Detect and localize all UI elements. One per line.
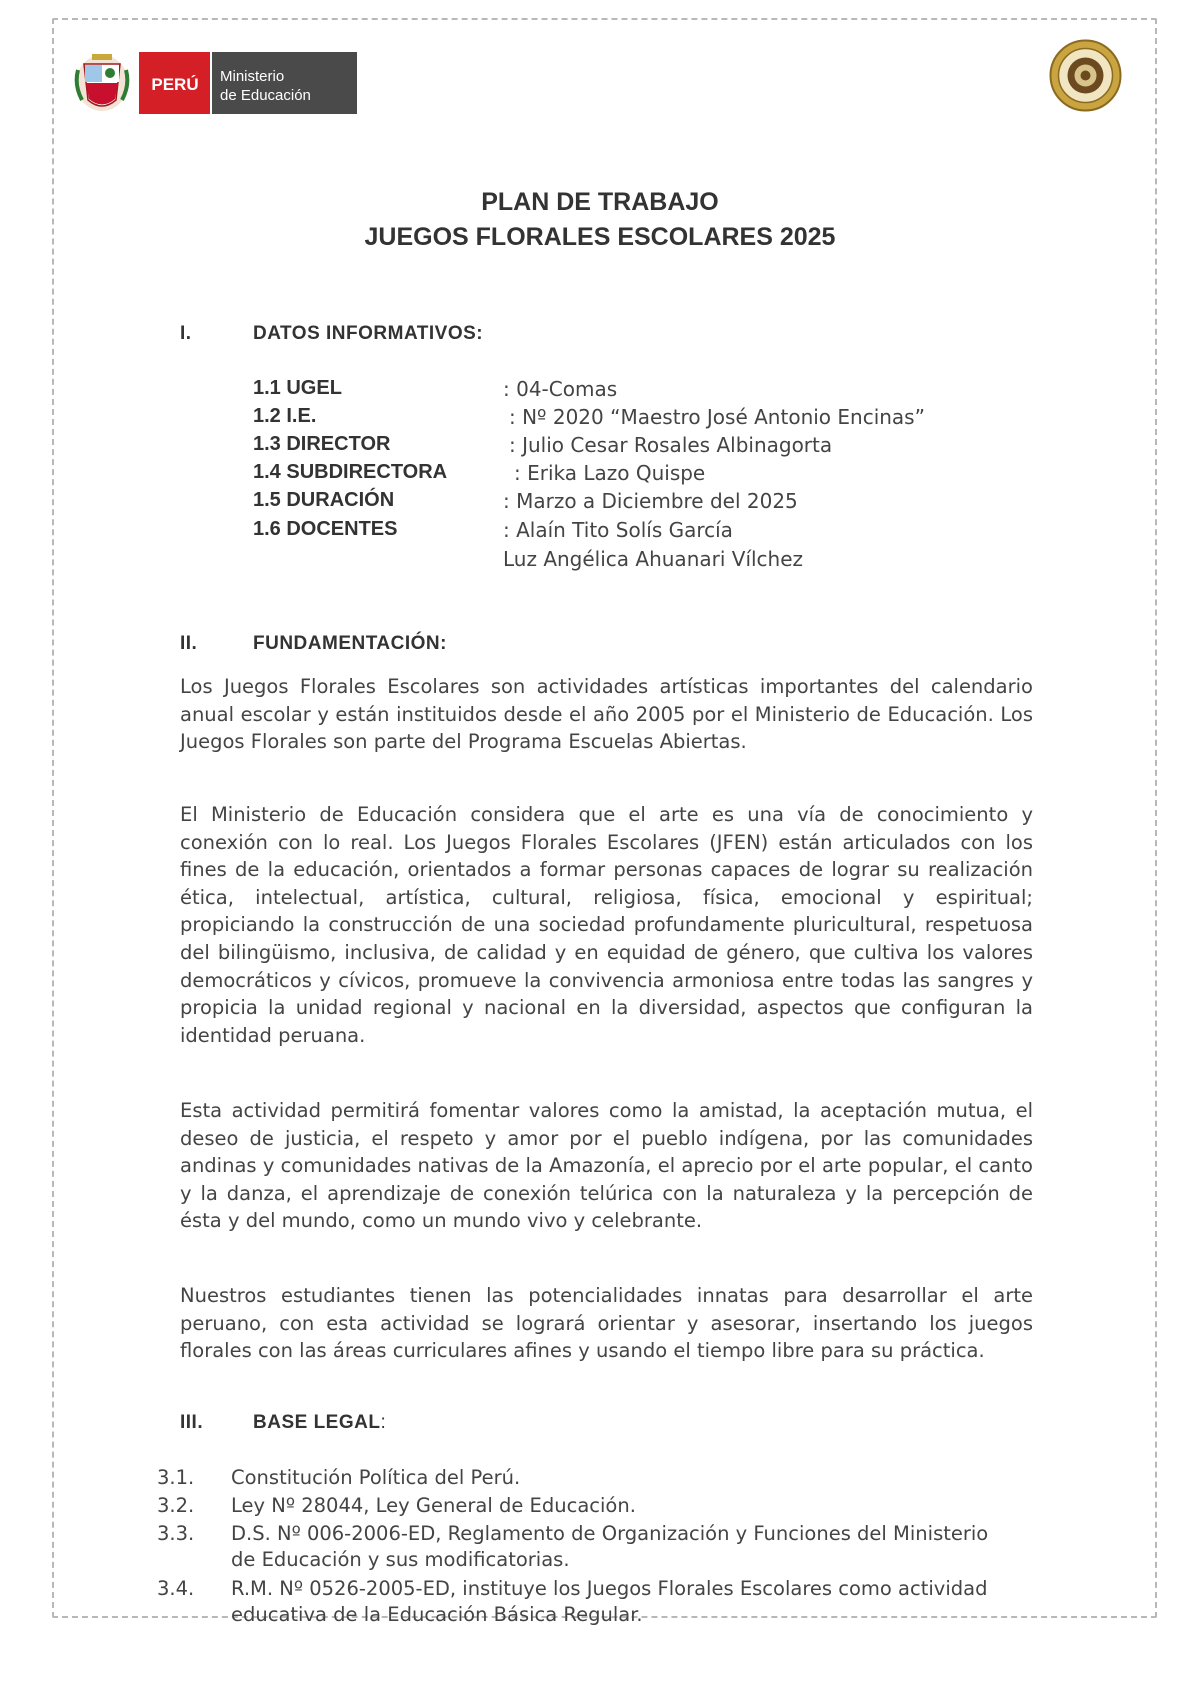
logo-ministry-line1: Ministerio (220, 68, 285, 85)
paragraph: Nuestros estudiantes tienen las potencialidades innatas para desarrollar el arte peruano, con esta actividad se logrará orientar y asesorar, insertando los juegos florales con las áreas curriculares afines y usando el tiempo libre para su práctica. (180, 1284, 1033, 1363)
info-value: : Julio Cesar Rosales Albinagorta (509, 433, 833, 457)
legal-item-text: Constitución Política del Perú. (231, 1466, 521, 1489)
legal-item-number: 3.1. (157, 1466, 195, 1489)
legal-item-text: Ley Nº 28044, Ley General de Educación. (231, 1494, 636, 1517)
info-value: Luz Angélica Ahuanari Vílchez (503, 547, 804, 571)
info-label: 1.4 SUBDIRECTORA (253, 461, 448, 483)
info-value: : Alaín Tito Solís García (503, 518, 733, 542)
legal-item-text: R.M. Nº 0526-2005-ED, instituye los Juegos Florales Escolares como actividad educativa de la Educación Básica Regular. (231, 1577, 988, 1626)
section3-colon: : (380, 1412, 387, 1433)
section3-title (253, 1412, 386, 1434)
peru-coat-of-arms-icon (76, 54, 128, 111)
section3-title-text: BASE LEGAL (253, 1412, 381, 1433)
paragraph: Los Juegos Florales Escolares son actividades artísticas importantes del calendario anual escolar y están instituidos desde el año 2005 por el Ministerio de Educación. Los Juegos Florales son parte del Programa Escuelas Abiertas. (180, 675, 1033, 754)
info-value: : 04-Comas (503, 377, 618, 401)
legal-item-text: D.S. Nº 006-2006-ED, Reglamento de Organización y Funciones del Ministerio de Educación y sus modificatorias. (231, 1522, 989, 1571)
logo-peru-text: PERÚ (151, 75, 199, 94)
section1-title: DATOS INFORMATIVOS: (253, 323, 484, 344)
info-label: 1.1 UGEL (253, 377, 342, 399)
info-value: : Nº 2020 “Maestro José Antonio Encinas” (509, 405, 925, 429)
legal-item-number: 3.3. (157, 1522, 195, 1545)
info-label: 1.2 I.E. (253, 405, 317, 427)
logo-ministry-line2: de Educación (220, 87, 311, 104)
legal-item-number: 3.4. (157, 1577, 195, 1600)
info-label: 1.5 DURACIÓN (253, 489, 395, 511)
section1-number: I. (180, 323, 192, 344)
page-subtitle: JUEGOS FLORALES ESCOLARES 2025 (364, 223, 836, 251)
info-label: 1.6 DOCENTES (253, 518, 398, 540)
school-seal-icon (1048, 38, 1123, 113)
ministry-logo (72, 50, 357, 116)
paragraph: Esta actividad permitirá fomentar valores como la amistad, la aceptación mutua, el deseo de justicia, el respeto y amor por el pueblo indígena, por las comunidades andinas y comunidades nativas de la Amazonía, el aprecio por el arte popular, el canto y la danza, el aprendizaje de conexión telúrica con la naturaleza y la percepción de ésta y del mundo, como un mundo vivo y celebrante. (180, 1099, 1033, 1233)
info-label: 1.3 DIRECTOR (253, 433, 391, 455)
info-value: : Marzo a Diciembre del 2025 (503, 489, 798, 513)
info-value: : Erika Lazo Quispe (514, 461, 706, 485)
section2-number: II. (180, 633, 198, 654)
page-title: PLAN DE TRABAJO (481, 188, 719, 216)
section3-number: III. (180, 1412, 204, 1433)
paragraph: El Ministerio de Educación considera que el arte es una vía de conocimiento y conexión con lo real. Los Juegos Florales Escolares (JFEN) están articulados con los fines de la educación, orientados a formar personas capaces de lograr su realización ética, intelectual, artística, cultural, religiosa, física, emocional y espiritual; propiciando la construcción de una sociedad profundamente pluricultural, respetuosa del bilingüismo, inclusiva, de calidad y en equidad de género, que cultiva los valores democráticos y cívicos, promueve la convivencia armoniosa entre todas las sangres y propicia la unidad regional y nacional en la diversidad, aspectos que configuran la identidad peruana. (180, 803, 1033, 1047)
legal-item-number: 3.2. (157, 1494, 195, 1517)
section2-title: FUNDAMENTACIÓN: (253, 633, 447, 654)
